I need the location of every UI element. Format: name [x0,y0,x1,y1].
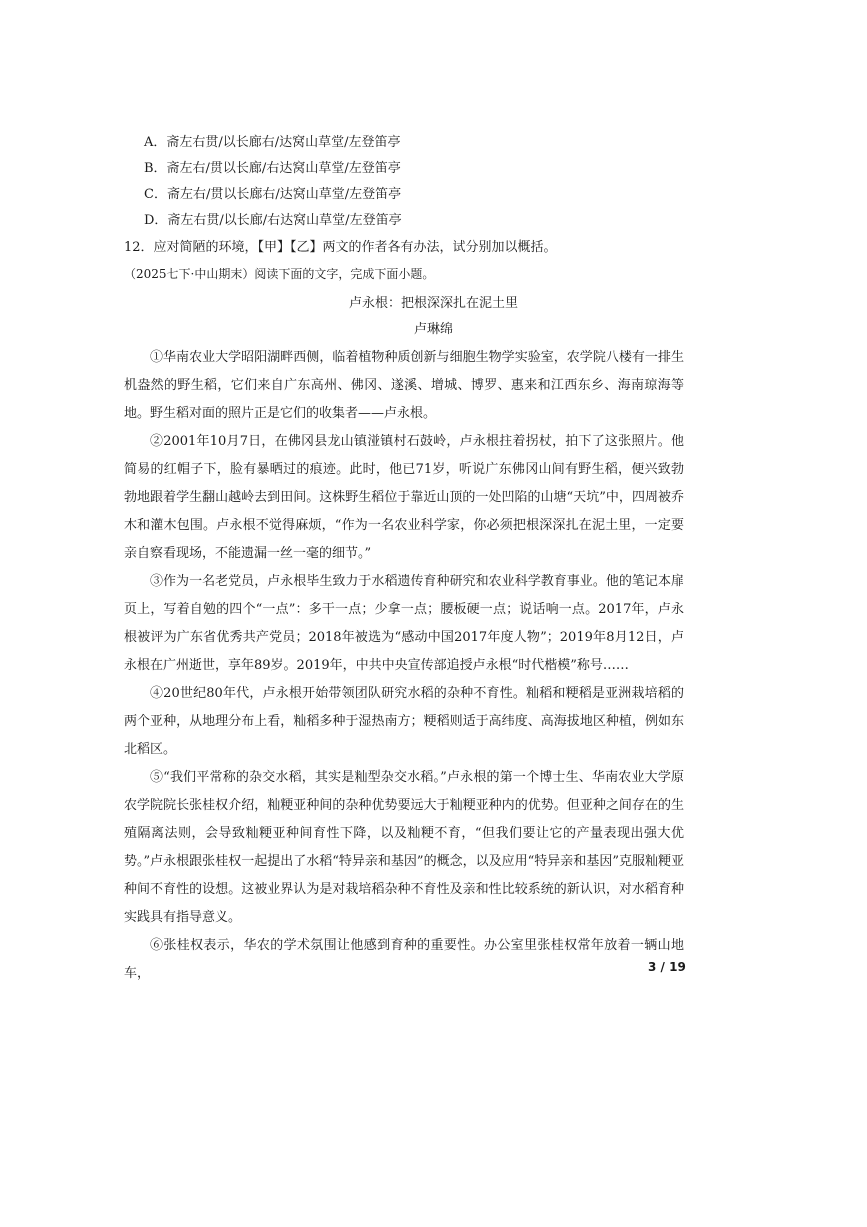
paragraph-4: ④20世纪80年代，卢永根开始带领团队研究水稻的杂种不育性。籼稻和粳稻是亚洲栽培稻的两个亚种，从地理分布上看，籼稻多种于湿热南方；粳稻则适于高纬度、高海拔地区种植，例如东北稻区。 [124,686,684,757]
option-a: A．斋左右贯/以长廊右/达窝山草堂/左登笛亭 [144,135,401,150]
article-author: 卢琳绵 [413,322,453,337]
page-number: 3 / 19 [648,960,686,974]
option-d: D．斋左右贯/以长廊/右达窝山草堂/左登笛亭 [144,213,402,228]
article-body [124,344,684,988]
source-line: （2025七下·中山期末）阅读下面的文字，完成下面小题。 [124,267,435,281]
question-12: 12．应对简陋的环境，【甲】【乙】两文的作者各有办法，试分别加以概括。 [124,240,557,255]
paragraph-6: ⑥张桂权表示，华农的学术氛围让他感到育种的重要性。办公室里张桂权常年放着一辆山地车， [124,938,684,981]
article-title: 卢永根：把根深深扎在泥土里 [348,296,518,311]
option-b: B．斋左右/贯以长廊/右达窝山草堂/左登笛亭 [144,161,401,176]
paragraph-5: ⑤“我们平常称的杂交水稻，其实是籼型杂交水稻。”卢永根的第一个博士生、华南农业大学原农学院院长张桂权介绍，籼粳亚种间的杂种优势要远大于籼粳亚种内的优势。但亚种之间存在的生殖隔离法则，会导致籼粳亚种间育性下降，以及籼粳不育，“但我们要让它的产量表现出强大优势。”卢永根跟张桂权一起提出了水稻“特异亲和基因”的概念，以及应用“特异亲和基因”克服籼粳亚种间不育性的设想。这被业界认为是对栽培稻杂种不育性及亲和性比较系统的新认识，对水稻育种实践具有指导意义。 [124,770,684,925]
option-c: C．斋左右/贯以长廊右/达窝山草堂/左登笛亭 [144,187,402,202]
paragraph-1: ①华南农业大学昭阳湖畔西侧，临着植物种质创新与细胞生物学实验室，农学院八楼有一排生机盎然的野生稻，它们来自广东高州、佛冈、遂溪、增城、博罗、惠来和江西东乡、海南琼海等地。野生稻对面的照片正是它们的收集者——卢永根。 [124,350,684,421]
paragraph-3: ③作为一名老党员，卢永根毕生致力于水稻遗传育种研究和农业科学教育事业。他的笔记本扉页上，写着自勉的四个“一点”：多干一点；少拿一点；腰板硬一点；说话响一点。2017年，卢永根被评为广东省优秀共产党员；2018年被选为“感动中国2017年度人物”；2019年8月12日，卢永根在广州逝世，享年89岁。2019年，中共中央宣传部追授卢永根“时代楷模”称号…… [124,574,684,673]
paragraph-2: ②2001年10月7日，在佛冈县龙山镇湴镇村石鼓岭，卢永根拄着拐杖，拍下了这张照片。他简易的红帽子下，脸有暴晒过的痕迹。此时，他已71岁，听说广东佛冈山间有野生稻，便兴致勃勃地跟着学生翻山越岭去到田间。这株野生稻位于靠近山顶的一处凹陷的山塘“天坑”中，四周被乔木和灌木包围。卢永根不觉得麻烦，“作为一名农业科学家，你必须把根深深扎在泥土里，一定要亲自察看现场，不能遗漏一丝一毫的细节。” [124,434,684,561]
